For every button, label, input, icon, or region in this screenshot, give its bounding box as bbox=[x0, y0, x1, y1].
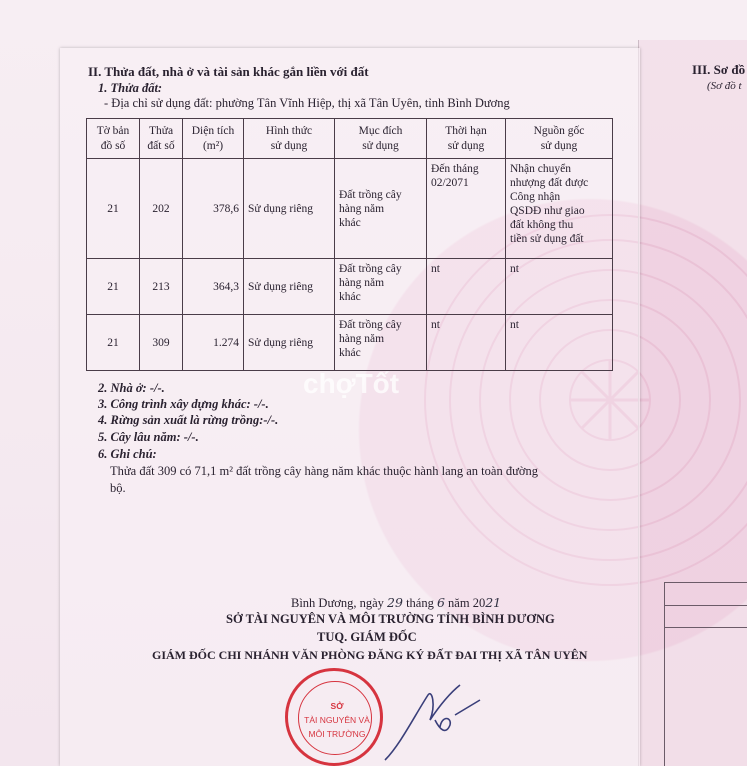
col-parcel-number: Thửa đất số bbox=[140, 119, 183, 159]
address-label: - Địa chỉ sử dụng đất: bbox=[104, 96, 213, 110]
item-construction: 3. Công trình xây dựng khác: -/-. bbox=[98, 397, 269, 411]
col-area: Diện tích (m²) bbox=[183, 119, 244, 159]
section-ii-heading: II. Thửa đất, nhà ở và tài sản khác gắn liền với đất bbox=[88, 64, 369, 79]
date-month-label: tháng bbox=[406, 596, 434, 610]
date-day: 29 bbox=[387, 595, 403, 610]
item-trees: 5. Cây lâu năm: -/-. bbox=[98, 430, 199, 444]
cell-map: 21 bbox=[87, 259, 140, 315]
cell-form: Sử dụng riêng bbox=[244, 159, 335, 259]
note-line-1: Thửa đất 309 có 71,1 m² đất trồng cây hàng năm khác thuộc hành lang an toàn đường bbox=[110, 464, 538, 478]
note-line-2: bộ. bbox=[110, 481, 126, 495]
item-forest: 4. Rừng sản xuất là rừng trồng:-/-. bbox=[98, 413, 279, 427]
section-iii-heading: III. Sơ đồ bbox=[692, 62, 746, 77]
date-month: 6 bbox=[436, 595, 445, 610]
cell-area: 1.274 bbox=[183, 315, 244, 371]
seal-text-3: MÔI TRƯỜNG bbox=[308, 729, 366, 739]
cell-form: Sử dụng riêng bbox=[244, 315, 335, 371]
table-row bbox=[87, 159, 613, 259]
signature-title: GIÁM ĐỐC CHI NHÁNH VĂN PHÒNG ĐĂNG KÝ ĐẤT ĐAI THỊ XÃ TÂN UYÊN bbox=[152, 648, 588, 662]
cell-map: 21 bbox=[87, 159, 140, 259]
seal-text-1: SỞ bbox=[330, 701, 344, 711]
watermark-logo: chợTốt bbox=[303, 368, 400, 399]
date-year-suffix: 21 bbox=[485, 595, 502, 610]
table-header-row bbox=[87, 119, 613, 159]
col-purpose: Mục đích sử dụng bbox=[335, 119, 427, 159]
cell-term: nt bbox=[427, 315, 506, 371]
seal-text-2: TÀI NGUYÊN VÀ bbox=[304, 715, 370, 725]
cell-origin: Nhận chuyển nhượng đất được Công nhận QSDĐ như giao đất không thu tiền sử dụng đất bbox=[506, 159, 613, 259]
signature-tuq: TUQ. GIÁM ĐỐC bbox=[317, 630, 417, 644]
right-page-box bbox=[664, 582, 747, 766]
cell-area: 378,6 bbox=[183, 159, 244, 259]
cell-purpose: Đất trồng cây hàng năm khác bbox=[335, 259, 427, 315]
col-term: Thời hạn sử dụng bbox=[427, 119, 506, 159]
cell-parcel: 309 bbox=[140, 315, 183, 371]
cell-purpose: Đất trồng cây hàng năm khác bbox=[335, 159, 427, 259]
col-origin: Nguồn gốc sử dụng bbox=[506, 119, 613, 159]
col-map-sheet: Tờ bản đồ số bbox=[87, 119, 140, 159]
cell-origin: nt bbox=[506, 259, 613, 315]
cell-term: Đến tháng 02/2071 bbox=[427, 159, 506, 259]
date-year-label: năm 20 bbox=[448, 596, 486, 610]
handwritten-signature-icon bbox=[380, 675, 490, 766]
cell-area: 364,3 bbox=[183, 259, 244, 315]
date-place: Bình Dương, ngày bbox=[291, 596, 384, 610]
table-row bbox=[87, 259, 613, 315]
signature-department: SỞ TÀI NGUYÊN VÀ MÔI TRƯỜNG TỈNH BÌNH DƯƠNG bbox=[226, 612, 555, 626]
col-usage-form: Hình thức sử dụng bbox=[244, 119, 335, 159]
section-iii-subheading: (Sơ đồ t bbox=[707, 80, 742, 92]
cell-form: Sử dụng riêng bbox=[244, 259, 335, 315]
item-house: 2. Nhà ở: -/-. bbox=[98, 381, 165, 395]
cell-parcel: 213 bbox=[140, 259, 183, 315]
cell-map: 21 bbox=[87, 315, 140, 371]
cell-purpose: Đất trồng cây hàng năm khác bbox=[335, 315, 427, 371]
address-value: phường Tân Vĩnh Hiệp, thị xã Tân Uyên, tỉnh Bình Dương bbox=[215, 96, 510, 110]
table-row bbox=[87, 315, 613, 371]
cell-term: nt bbox=[427, 259, 506, 315]
cell-parcel: 202 bbox=[140, 159, 183, 259]
parcel-table bbox=[86, 118, 613, 371]
note-heading: 6. Ghi chú: bbox=[98, 447, 157, 461]
cell-origin: nt bbox=[506, 315, 613, 371]
official-seal bbox=[285, 668, 383, 766]
signature-date bbox=[291, 595, 501, 611]
address-line bbox=[104, 96, 510, 111]
parcel-subheading: 1. Thửa đất: bbox=[98, 81, 163, 95]
